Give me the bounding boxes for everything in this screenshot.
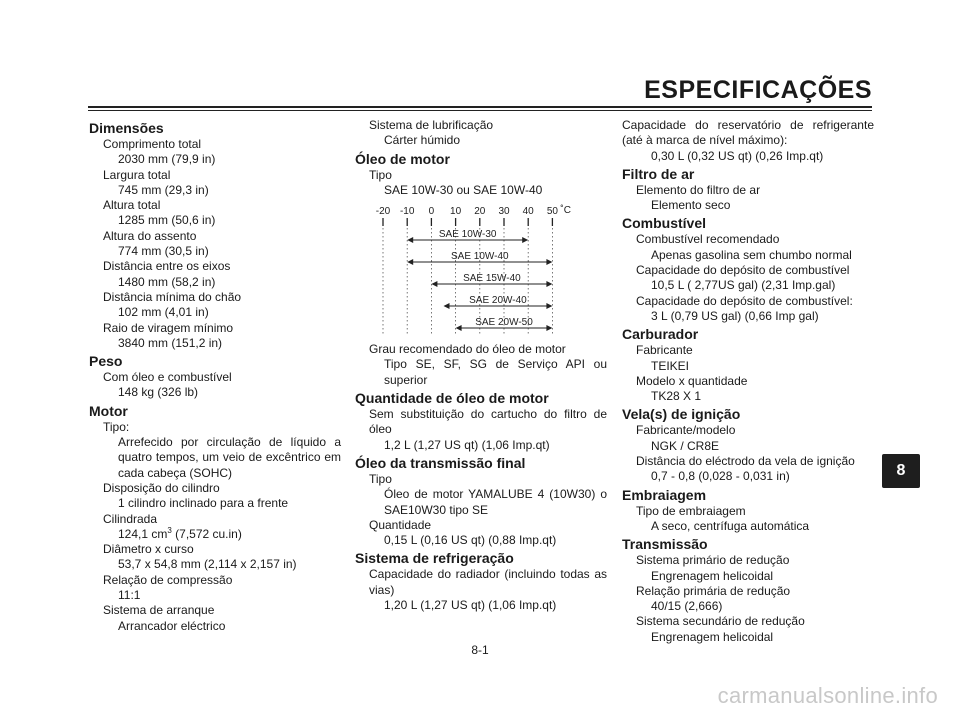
spec-label: Altura total — [103, 198, 161, 213]
spec-label: Grau recomendado do óleo de motor — [369, 342, 566, 357]
spec-value: Engrenagem helicoidal — [651, 629, 774, 644]
spec-label: Modelo x quantidade — [636, 373, 748, 388]
spec-label: Sistema secundário de redução — [636, 614, 805, 629]
temp-label: 20 — [474, 206, 486, 218]
spec-value: TK28 X 1 — [651, 389, 702, 404]
spec-value: 10,5 L ( 2,77US gal) (2,31 Imp.gal) — [651, 278, 836, 293]
band-arrow-right — [546, 259, 552, 265]
band-arrow-right — [546, 281, 552, 287]
column-left — [89, 118, 341, 634]
temp-label: -10 — [399, 206, 415, 218]
spec-label: Sistema primário de redução — [636, 553, 790, 568]
cil-value-imperial: (7,572 cu.in) — [171, 526, 242, 541]
oil-viscosity-chart — [375, 204, 571, 336]
spec-value: 53,7 x 54,8 mm (2,114 x 2,157 in) — [118, 557, 297, 572]
band-label: SAE 10W-30 — [438, 229, 497, 241]
column-right — [622, 118, 874, 645]
spec-label: Tipo — [369, 167, 392, 182]
spec-label: Capacidade do depósito de combustível: — [636, 293, 853, 308]
band-label: SAE 20W-40 — [469, 295, 527, 307]
section-heading-motor: Motor — [89, 402, 128, 419]
band-label: SAE 10W-40 — [450, 251, 509, 263]
spec-value: A seco, centrífuga automática — [651, 518, 810, 533]
band-arrow-right — [546, 325, 552, 331]
spec-value: Engrenagem helicoidal — [651, 568, 774, 583]
spec-label: Sem substituição do cartucho do filtro de óleo — [369, 407, 607, 437]
spec-label: Elemento do filtro de ar — [636, 182, 761, 197]
oil-chart-svg — [375, 204, 571, 336]
spec-value: 148 kg (326 lb) — [118, 385, 199, 400]
spec-label: Quantidade — [369, 517, 432, 532]
watermark: carmanualsonline.info — [717, 683, 938, 708]
spec-label: Relação de compressão — [103, 572, 233, 587]
temp-unit: ˚C — [560, 205, 571, 217]
spec-label: Capacidade do depósito de combustível — [636, 263, 850, 278]
band-label: SAE 20W-50 — [475, 317, 533, 329]
section-heading-refrigeracao: Sistema de refrigeração — [355, 550, 514, 567]
spec-value: Arrefecido por circulação de líquido a quatro tempos, um veio de excêntrico em cada cabeça (SOHC) — [118, 435, 341, 480]
cil-value: 124,1 cm — [118, 526, 168, 541]
section-heading-vela: Vela(s) de ignição — [622, 406, 741, 423]
spec-value: 1,20 L (1,27 US qt) (1,06 Imp.qt) — [384, 598, 557, 613]
spec-label: Tipo: — [103, 419, 130, 434]
spec-label: Altura do assento — [103, 228, 197, 243]
spec-label: Tipo de embraiagem — [636, 503, 746, 518]
cil-superscript: 3 — [167, 525, 172, 535]
spec-label: Diâmetro x curso — [103, 542, 194, 557]
band-arrow-left — [407, 237, 413, 243]
page-title: ESPECIFICAÇÕES — [644, 76, 872, 104]
spec-label: Com óleo e combustível — [103, 370, 232, 385]
section-heading-quantidade-oleo: Quantidade de óleo de motor — [355, 390, 549, 407]
spec-label: Distância entre os eixos — [103, 259, 231, 274]
title-rule — [88, 106, 872, 108]
spec-label: Fabricante — [636, 343, 693, 358]
spec-label: Fabricante/modelo — [636, 423, 736, 438]
spec-label: Capacidade do reservatório de refrigerante (até à marca de nível máximo): — [622, 118, 874, 148]
section-heading-dimensoes: Dimensões — [89, 120, 164, 136]
spec-value: Elemento seco — [651, 198, 731, 213]
spec-value: 1,2 L (1,27 US qt) (1,06 Imp.qt) — [384, 437, 550, 452]
spec-label: Raio de viragem mínimo — [103, 320, 234, 335]
temp-label: 30 — [498, 206, 510, 218]
spec-value: Apenas gasolina sem chumbo normal — [651, 247, 852, 262]
band-arrow-left — [431, 281, 437, 287]
spec-value: 3840 mm (151,2 in) — [118, 335, 223, 350]
section-heading-carburador: Carburador — [622, 326, 699, 343]
column-middle — [355, 118, 607, 613]
section-heading-oleo-transmissao: Óleo da transmissão final — [355, 454, 526, 471]
section-heading-peso: Peso — [89, 353, 123, 370]
spec-value: 11:1 — [118, 588, 141, 603]
spec-value: 40/15 (2,666) — [651, 599, 723, 614]
spec-label: Distância mínima do chão — [103, 289, 242, 304]
spec-value: 3 L (0,79 US gal) (0,66 Imp gal) — [651, 308, 819, 323]
spec-value: 774 mm (30,5 in) — [118, 244, 209, 259]
spec-value: Tipo SE, SF, SG de Serviço API ou superior — [384, 357, 607, 387]
section-heading-filtro-ar: Filtro de ar — [622, 165, 695, 182]
spec-label: Largura total — [103, 167, 171, 182]
temp-label: 40 — [522, 206, 534, 218]
spec-value: Cárter húmido — [384, 133, 461, 148]
temp-label: 10 — [450, 206, 462, 218]
spec-value: SAE 10W-30 ou SAE 10W-40 — [384, 182, 543, 197]
spec-label: Distância do eléctrodo da vela de ignição — [636, 454, 855, 469]
spec-value: NGK / CR8E — [651, 438, 720, 453]
spec-value-cilindrada — [89, 527, 341, 542]
section-heading-transmissao: Transmissão — [622, 536, 708, 553]
band-arrow-right — [522, 237, 528, 243]
band-arrow-right — [546, 303, 552, 309]
temp-label: -20 — [375, 206, 391, 218]
band-arrow-left — [407, 259, 413, 265]
temp-label: 50 — [546, 206, 558, 218]
spec-value: 1480 mm (58,2 in) — [118, 274, 216, 289]
spec-label: Combustível recomendado — [636, 232, 780, 247]
spec-value: Óleo de motor YAMALUBE 4 (10W30) o SAE10W30 tipo SE — [384, 487, 607, 517]
spec-value: 2030 mm (79,9 in) — [118, 152, 216, 167]
spec-label: Tipo — [369, 471, 392, 486]
spec-value: 1285 mm (50,6 in) — [118, 213, 216, 228]
spec-label: Capacidade do radiador (incluindo todas as vias) — [369, 567, 607, 597]
temp-label: 0 — [428, 206, 435, 218]
section-heading-combustivel: Combustível — [622, 215, 707, 232]
section-heading-embraiagem: Embraiagem — [622, 486, 707, 503]
spec-value: 0,7 - 0,8 (0,028 - 0,031 in) — [651, 469, 790, 484]
title-rule-thin — [88, 110, 872, 111]
spec-label: Relação primária de redução — [636, 583, 791, 598]
band-arrow-left — [444, 303, 450, 309]
section-heading-oleo-motor: Óleo de motor — [355, 150, 450, 167]
spec-label: Sistema de arranque — [103, 603, 215, 618]
spec-label: Disposição do cilindro — [103, 480, 220, 495]
spec-value: Arrancador eléctrico — [118, 618, 226, 633]
chapter-tab[interactable]: 8 — [882, 454, 920, 488]
spec-label: Comprimento total — [103, 137, 202, 151]
spec-value: 745 mm (29,3 in) — [118, 182, 209, 197]
spec-value: 0,15 L (0,16 US qt) (0,88 Imp.qt) — [384, 533, 557, 548]
spec-value: 102 mm (4,01 in) — [118, 305, 209, 320]
spec-value: 1 cilindro inclinado para a frente — [118, 496, 289, 511]
band-label: SAE 15W-40 — [463, 273, 521, 285]
band-arrow-left — [456, 325, 462, 331]
page-number: 8-1 — [471, 643, 489, 657]
spec-value: TEIKEI — [651, 358, 690, 373]
spec-label: Sistema de lubrificação — [369, 118, 494, 132]
spec-value: 0,30 L (0,32 US qt) (0,26 Imp.qt) — [651, 148, 824, 163]
spec-label: Cilindrada — [103, 511, 158, 526]
